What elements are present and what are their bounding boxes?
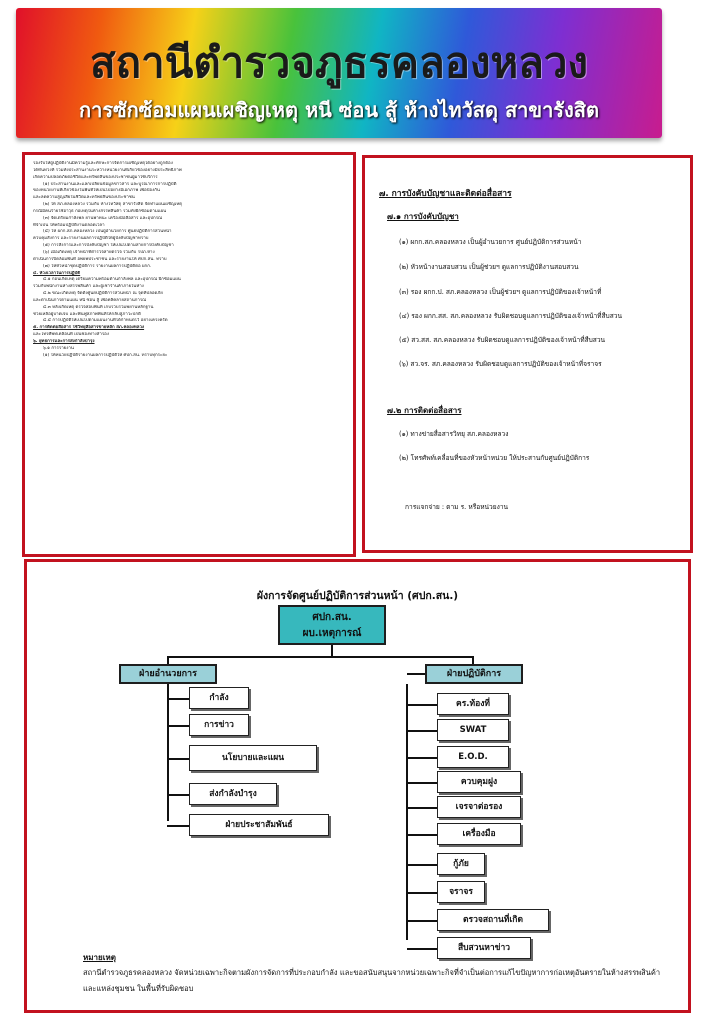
comm-item: (๒) โทรศัพท์เคลื่อนที่ของหัวหน้าหน่วย ให้ประสานกับศูนย์ปฏิบัติการ xyxy=(399,454,590,462)
plan-text-line: และโทรศัพท์เคลื่อนที่ เป็นช่องทางสำรอง xyxy=(33,332,109,338)
plan-text-line: ควบคุมสั่งการ และรายงานผลการปฏิบัติให้ผู้บังคับบัญชาทราบ xyxy=(33,236,149,242)
org-unit-box: ฝ่ายประชาสัมพันธ์ xyxy=(189,814,329,836)
org-unit-box: คร.ท้องที่ xyxy=(437,693,509,715)
org-unit-box: สืบสวนหาข่าว xyxy=(437,937,531,959)
admin-branch-box: ฝ่ายอำนวยการ xyxy=(119,664,217,684)
org-unit-box: ส่งกำลังบำรุง xyxy=(189,783,277,805)
org-unit-box: นโยบายและแผน xyxy=(189,745,317,771)
operations-branch-box: ฝ่ายปฏิบัติการ xyxy=(425,664,523,684)
plan-text-line: (๒) ให้ สภ.คลองหลวง ร่วมกับ ห้างไทวัสดุ สาขารังสิต จัดทำแผนเผชิญเหตุ xyxy=(43,202,182,208)
command-center-box xyxy=(278,605,386,645)
plan-text-line: และลดความสูญเสียในชีวิตและทรัพย์สินของประชาชน xyxy=(33,195,135,201)
command-subsection-heading: ๗.๑ การบังคับบัญชา xyxy=(387,212,459,221)
org-unit-box: ตรวจสถานที่เกิด xyxy=(437,909,549,931)
plan-text-line: (๑) ประสานงานและแลกเปลี่ยนข้อมูลข่าวสาร และบูรณาการการปฏิบัติ xyxy=(43,181,177,187)
plan-text-line: ๔.๔ การปฏิบัติให้เป็นไปตามแผนงานที่ได้กำหนดไว้ อย่างเคร่งครัด xyxy=(43,318,168,324)
title-banner xyxy=(16,8,662,138)
org-unit-box: จราจร xyxy=(437,881,485,903)
plan-text-line: (๓) จัดเตรียมกำลังพล ยานพาหนะ เครื่องมือสื่อสาร และอุปกรณ์ xyxy=(43,215,163,221)
org-unit-box: E.O.D. xyxy=(437,746,509,768)
plan-text-line: และดำเนินการตามแผน หนี ซ่อน สู้ เพื่อคลี่คลายสถานการณ์ xyxy=(33,297,147,303)
station-title: สถานีตำรวจภูธรคลองหลวง xyxy=(90,38,588,87)
command-document-page xyxy=(362,155,693,553)
plan-text-line: ๔. ห้วงเวลาในการปฏิบัติ xyxy=(33,270,81,276)
plan-text-line: ที่จำเป็น ให้พร้อมปฏิบัติงานตลอดเวลา xyxy=(33,222,105,228)
note-heading: หมายเหตุ xyxy=(83,953,116,962)
command-item: (๖) สว.จร. สภ.คลองหลวง รับผิดชอบดูแลการปฏิบัติของเจ้าหน้าที่จราจร xyxy=(399,360,602,368)
org-chart-title: ผังการจัดศูนย์ปฏิบัติการส่วนหน้า (ศปก.สน.) xyxy=(256,590,459,602)
comm-subsection-heading: ๗.๒ การติดต่อสื่อสาร xyxy=(387,406,462,415)
incident-commander-label: ผบ.เหตุการณ์ xyxy=(302,628,362,639)
plan-document-page xyxy=(22,152,356,557)
plan-text-line: ๖.๑ การรายงาน xyxy=(43,345,74,351)
plan-text-line: (๕) การสั่งการและการบังคับบัญชา ให้เป็นไปตามสายการบังคับบัญชา xyxy=(43,243,174,249)
org-unit-box: กู้ภัย xyxy=(437,853,485,875)
plan-text-line: ๔.๑ ก่อนเกิดเหตุ เตรียมความพร้อมด้านกำลังพล และอุปกรณ์ ฝึกซ้อมแผน xyxy=(43,277,181,283)
plan-text-line: (๑) ให้หน่วยปฏิบัติรายงานผลการปฏิบัติให้ ศปก.สน. ทราบทุกระยะ xyxy=(43,352,168,358)
note-text: สถานีตำรวจภูธรคลองหลวง จัดหน่วยเฉพาะกิจตามผังการจัดการที่ประกอบกำลัง และขอสนับสนุนจากหน่วยเฉพาะกิจที่จำเป็นต่อการแก้ไขปัญหาการก่อเหตุอันตรายในห้างสรรพสินค้าและแหล่งชุมชน ในพื้นที่รับผิดชอบ xyxy=(83,968,661,993)
plan-text-line: ร่วมกับพนักงานห้างสรรพสินค้า และผู้เช่าร้านค้าภายในห้าง xyxy=(33,284,144,290)
command-center-label: ศปก.สน. xyxy=(312,612,352,623)
distribution-note: การแจกจ่าย : ตาม ร. หรือหน่วยงาน xyxy=(405,503,509,511)
plan-text-line: ของหน่วยงานที่เกี่ยวข้องในพื้นที่ให้เป็นไปอย่างมีเอกภาพ เพื่อป้องกัน xyxy=(33,188,160,194)
org-unit-box: กำลัง xyxy=(189,687,249,709)
comm-item: (๑) ทางข่ายสื่อสารวิทยุ สภ.คลองหลวง xyxy=(399,430,509,438)
org-unit-box: การข่าว xyxy=(189,714,249,736)
command-item: (๓) รอง ผกก.ป. สภ.คลองหลวง เป็นผู้ช่วยฯ ดูแลการปฏิบัติของเจ้าหน้าที่ xyxy=(399,288,602,296)
plan-text-line: ๔.๓ หลังเกิดเหตุ ตรวจสอบพื้นที่ เก็บรวบรวมพยานหลักฐาน xyxy=(43,304,154,310)
plan-text-line: ได้ทันท่วงที รวมทั้งประสานงานระหว่างหน่วยงานที่เกี่ยวข้องอย่างมีประสิทธิภาพ xyxy=(33,167,182,173)
org-chart-page xyxy=(24,559,691,1013)
plan-text-line: ๖. ยุทธการและการส่งกำลังบำรุง xyxy=(33,338,95,344)
org-unit-box: ควบคุมฝูง xyxy=(437,771,521,793)
plan-text-line: (๔) ให้ ผกก.สภ.คลองหลวง เป็นผู้อำนวยการ ศูนย์ปฏิบัติการส่วนหน้า xyxy=(43,229,172,235)
plan-text-line: กรณีมีคนร้ายใช้อาวุธ ก่อเหตุในห้างสรรพสินค้า รวมทั้งฝึกซ้อมตามแผน xyxy=(33,208,167,214)
command-section-title: ๗. การบังคับบัญชาและติดต่อสื่อสาร xyxy=(379,189,512,199)
plan-text-line: (๖) เมื่อเกิดเหตุ เจ้าหน้าที่ตำรวจสายตรวจ ร่วมกับ รปภ.ห้าง xyxy=(43,249,155,255)
command-item: (๒) หัวหน้างานสอบสวน เป็นผู้ช่วยฯ ดูแลการปฏิบัติงานสอบสวน xyxy=(399,263,579,271)
plan-text-line: ช่วยเหลือผู้บาดเจ็บ และฟื้นฟูสภาพพื้นที่ให้กลับสู่ภาวะปกติ xyxy=(33,311,141,317)
org-unit-box: SWAT xyxy=(437,719,509,741)
plan-document-text xyxy=(33,161,345,359)
plan-text-line: ๔.๒ ขณะเกิดเหตุ จัดตั้งศูนย์ปฏิบัติการส่วนหน้า ณ จุดที่ปลอดภัย xyxy=(43,291,163,297)
plan-text-line: ๕. การติดต่อสื่อสาร ใช้วิทยุสื่อสารข่ายหลัก สภ.คลองหลวง xyxy=(33,325,145,331)
org-unit-box: เจรจาต่อรอง xyxy=(437,796,521,818)
command-item: (๕) สว.สส. สภ.คลองหลวง รับผิดชอบดูแลการปฏิบัติของเจ้าหน้าที่สืบสวน xyxy=(399,336,606,344)
command-item: (๔) รอง ผกก.สส. สภ.คลองหลวง รับผิดชอบดูแลการปฏิบัติของเจ้าหน้าที่สืบสวน xyxy=(399,312,622,320)
plan-text-line: ดำเนินการปิดล้อมพื้นที่ อพยพประชาชน และรายงานให้ ศปก.สน. ทราบ xyxy=(33,256,167,262)
plan-text-line: รองรับให้ผู้ปฏิบัติงานมีความรู้และทักษะการจัดการเผชิญเหตุได้อย่างถูกต้อง xyxy=(33,161,173,166)
plan-text-line: เกิดความปลอดภัยต่อชีวิตและทรัพย์สินของประชาชนผู้มาใช้บริการ xyxy=(33,174,158,180)
command-item: (๑) ผกก.สภ.คลองหลวง เป็นผู้อำนวยการ ศูนย์ปฏิบัติการส่วนหน้า xyxy=(399,238,582,246)
org-unit-box: เครื่องมือ xyxy=(437,823,521,845)
drill-subtitle: การซักซ้อมแผนเผชิญเหตุ หนี ซ่อน สู้ ห้างไทวัสดุ สาขารังสิต xyxy=(78,98,600,122)
plan-text-line: (๗) ให้หัวหน้าชุดปฏิบัติการ รายงานผลการปฏิบัติต่อ ผกก. xyxy=(43,263,152,269)
